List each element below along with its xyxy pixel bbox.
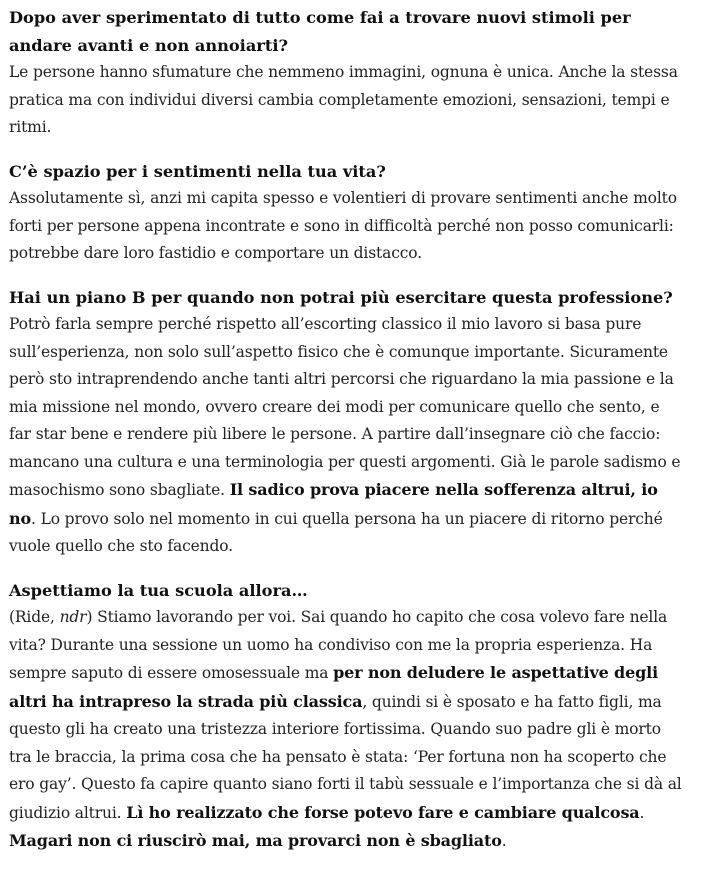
answer-text: .: [501, 832, 507, 850]
interview-question: Aspettiamo la tua scuola allora…: [9, 580, 308, 600]
answer-text: Potrò farla sempre perché rispetto all’escorting classico il mio lavoro si basa pure sull’esperienza, non solo sull’aspetto fisico che è comunque importante. Sicuramente però sto intraprendendo anche tanti altri percorsi che riguardano la mia passione e la mia missione nel mondo, ovvero creare dei modi per comunicare quello che sento, e far star bene e rendere più libere le persone. A partire dall’insegnare ciò che faccio: mancano una cultura e una terminologia per questi argomenti. Già le parole sadismo e masochismo sono sbagliate.: [9, 315, 681, 499]
interview-question: Dopo aver sperimentato di tutto come fai a trovare nuovi stimoli per andare avanti e non annoiarti?: [9, 8, 631, 55]
qa-block: [9, 577, 686, 856]
interview-question: C’è spazio per i sentimenti nella tua vita?: [9, 161, 386, 181]
answer-highlight: Lì ho realizzato che forse potevo fare e cambiare qualcosa: [126, 802, 640, 822]
interview-answer: [9, 604, 686, 856]
interview-answer: [9, 59, 686, 142]
answer-text: (Ride,: [9, 608, 60, 626]
answer-text: .: [639, 803, 645, 822]
answer-text: , quindi si è sposato e ha fatto figli, ma questo gli ha creato una tristezza interiore fortissima. Quando suo padre gli è morto tra le braccia, la prima cosa che ha pensato è stata: ‘Per fortuna non ha scoperto che ero gay’. Questo fa capire quanto siano forti il tabù sessuale e l’importanza che si dà al giudizio altrui.: [9, 692, 682, 822]
answer-highlight: Magari non ci riuscirò mai, ma provarci non è sbagliato: [9, 831, 502, 850]
interview-answer: [9, 311, 686, 561]
answer-text: Assolutamente sì, anzi mi capita spesso e volentieri di provare sentimenti anche molto forti per persone appena incontrate e sono in difficoltà perché non posso comunicarli: potrebbe dare loro fastidio e comportare un distacco.: [9, 189, 677, 262]
editor-note: ndr: [59, 608, 87, 626]
interview-question: Hai un piano B per quando non potrai più esercitare questa professione?: [9, 287, 673, 307]
answer-highlight: Il sadico prova piacere nella sofferenza altrui, io no: [9, 480, 658, 528]
interview-answer: [9, 185, 686, 268]
answer-text: ) Stiamo lavorando per voi. Sai quando ho capito che cosa volevo fare nella vita? Durante una sessione un uomo ha condiviso con me la propria esperienza. Ha sempre saputo di essere omosessuale ma: [9, 608, 668, 682]
answer-text: Le persone hanno sfumature che nemmeno immagini, ognuna è unica. Anche la stessa pratica ma con individui diversi cambia completamente emozioni, sensazioni, tempi e ritmi.: [9, 63, 678, 136]
qa-block: [9, 158, 686, 268]
qa-block: [9, 284, 686, 561]
answer-text: . Lo provo solo nel momento in cui quella persona ha un piacere di ritorno perché vuole quello che sto facendo.: [9, 509, 663, 555]
qa-block: [9, 4, 686, 142]
answer-highlight: per non deludere le aspettative degli altri ha intrapreso la strada più classica: [9, 663, 659, 711]
